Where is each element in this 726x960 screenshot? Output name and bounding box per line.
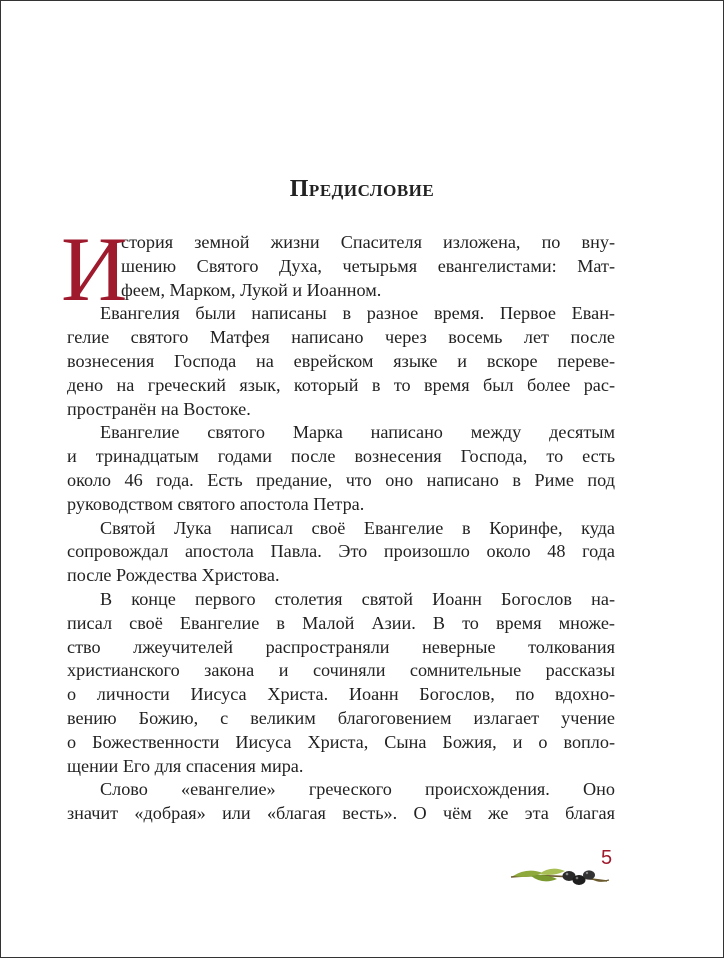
text-line: после Рождества Христова. xyxy=(67,565,280,586)
text-line: христианского закона и сочиняли сомнительные рассказы xyxy=(67,660,615,681)
text-line: стория земной жизни Спасителя изложена, по вну- xyxy=(121,232,615,252)
text-line: писал своё Евангелие в Малой Азии. В то время множе- xyxy=(67,612,615,633)
olive-branch-icon xyxy=(509,859,613,889)
text-line: щении Его для спасения мира. xyxy=(67,755,304,776)
text-line: о Божественности Иисуса Христа, Сына Божия, и о вопло- xyxy=(67,731,615,752)
text-line: руководством святого апостола Петра. xyxy=(67,493,365,514)
text-line: сопровождал апостола Павла. Это произошло около 48 года xyxy=(67,541,615,562)
text-line: ство лжеучителей распространяли неверные толкования xyxy=(67,636,615,657)
text-line: значит «добрая» или «благая весть». О чём же эта благая xyxy=(67,803,615,824)
page-title: Предисловие xyxy=(289,176,435,202)
text-line: вению Божию, с великим благоговением излагает учение xyxy=(67,707,615,728)
drop-cap: И xyxy=(61,218,128,320)
text-line: вознесения Господа на еврейском языке и вскоре переве- xyxy=(67,350,615,371)
text-line: о личности Иисуса Христа. Иоанн Богослов, по вдохно- xyxy=(67,684,615,705)
text-line: около 46 года. Есть предание, что оно написано в Риме под xyxy=(67,469,615,490)
text-line: Евангелия были написаны в разное время. Первое Еван- xyxy=(100,303,615,324)
text-line: Евангелие святого Марка написано между десятым xyxy=(100,422,615,443)
text-line: феем, Марком, Лукой и Иоанном. xyxy=(121,279,382,300)
page-number: 5 xyxy=(601,847,613,869)
text-line: пространён на Востоке. xyxy=(67,398,251,419)
text-line: гелие святого Матфея написано через восемь лет после xyxy=(67,327,615,348)
text-line: дено на греческий язык, который в то время был более рас- xyxy=(67,374,615,395)
text-line: и тринадцатым годами после вознесения Господа, то есть xyxy=(67,446,615,467)
text-line: В конце первого столетия святой Иоанн Богослов на- xyxy=(100,588,615,609)
text-line: Слово «евангелие» греческого происхождения. Оно xyxy=(100,779,615,800)
text-line: шению Святого Духа, четырьмя евангелистами: Мат- xyxy=(121,255,615,276)
text-line: Святой Лука написал своё Евангелие в Коринфе, куда xyxy=(100,517,615,538)
body-text xyxy=(61,218,615,826)
